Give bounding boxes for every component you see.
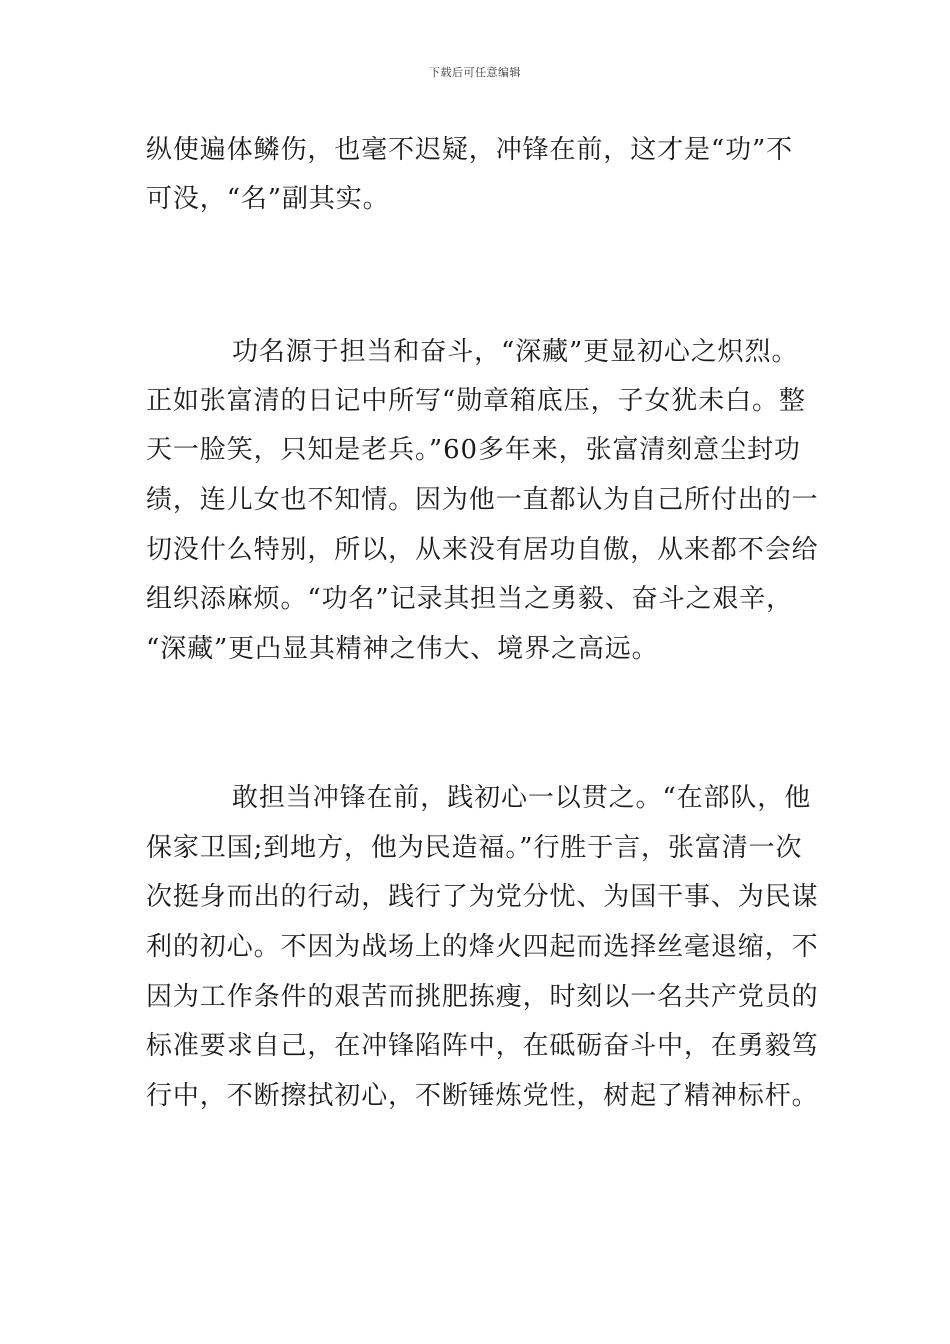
- paragraph-3-line-6: 标准要求自己，在冲锋陷阵中，在砥砺奋斗中，在勇毅笃: [146, 1031, 819, 1061]
- paragraph-2-line-7: “深藏”更凸显其精神之伟大、境界之高远。: [146, 634, 659, 664]
- paragraph-2-line-1: 功名源于担当和奋斗，“深藏”更显初心之炽烈。: [232, 337, 799, 367]
- paragraph-2-line-4: 绩，连儿女也不知情。因为他一直都认为自己所付出的一: [146, 485, 819, 515]
- paragraph-2-line-3: 天一脸笑，只知是老兵。”60多年来，张富清刻意尘封功: [146, 435, 801, 465]
- paragraph-2-line-2: 正如张富清的日记中所写“勋章箱底压，子女犹未白。整: [146, 386, 806, 416]
- paragraph-3-line-3: 次挺身而出的行动，践行了为党分忧、为国干事、为民谋: [146, 882, 819, 912]
- paragraph-2-line-6: 组织添麻烦。“功名”记录其担当之勇毅、奋斗之艰辛，: [146, 584, 794, 614]
- paragraph-3-line-1: 敢担当冲锋在前，践初心一以贯之。“在部队，他: [232, 783, 812, 813]
- paragraph-3-line-7: 行中，不断擦拭初心，不断锤炼党性，树起了精神标杆。: [146, 1081, 819, 1111]
- paragraph-2-line-5: 切没什么特别，所以，从来没有居功自傲，从来都不会给: [146, 535, 819, 565]
- paragraph-3-line-2: 保家卫国;到地方，他为民造福。”行胜于言，张富清一次: [146, 833, 803, 863]
- paragraph-1-line-1: 纵使遍体鳞伤，也毫不迟疑，冲锋在前，这才是“功”不: [146, 135, 794, 165]
- paragraph-3-line-4: 利的初心。不因为战场上的烽火四起而选择丝毫退缩，不: [146, 932, 819, 962]
- paragraph-3-line-5: 因为工作条件的艰苦而挑肥拣瘦，时刻以一名共产党员的: [146, 982, 819, 1012]
- page-header: 下载后可任意编辑: [429, 66, 521, 79]
- paragraph-1-line-2: 可没，“名”副其实。: [146, 184, 390, 214]
